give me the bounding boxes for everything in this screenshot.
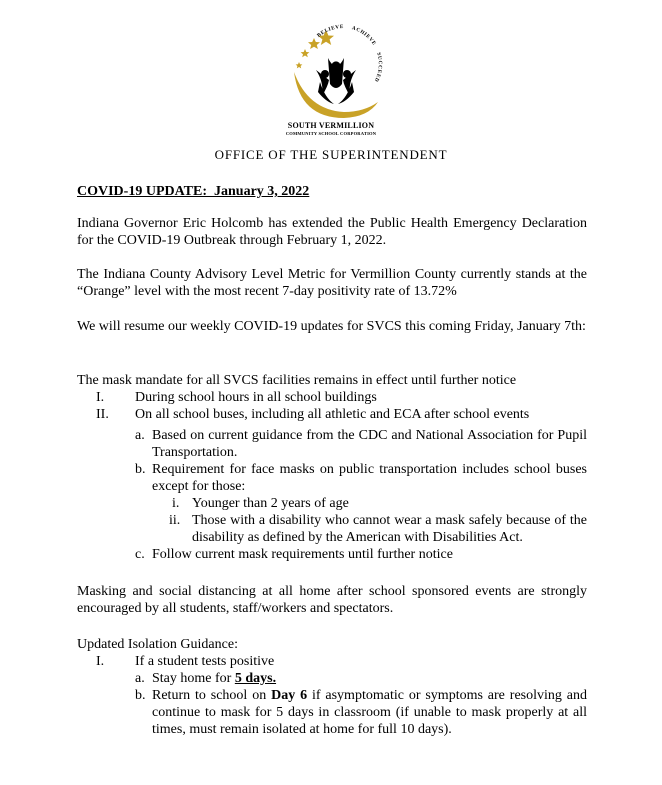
isolation-marker-a: a.	[135, 671, 145, 686]
paragraph-weekly-updates: We will resume our weekly COVID-19 updates for SVCS this coming Friday, January 7th:	[77, 319, 586, 334]
mask-marker-c: c.	[135, 547, 145, 562]
isolation-item-i: If a student tests positive	[135, 654, 275, 669]
motto-believe: BELIEVE	[316, 23, 345, 39]
motto-succeed: SUCCEED	[372, 51, 383, 84]
isolation-item-b	[152, 687, 591, 738]
district-logo	[286, 22, 386, 132]
mask-item-c: Follow current mask requirements until further notice	[152, 547, 453, 562]
isolation-marker-i: I.	[96, 654, 105, 669]
mask-marker-i: I.	[96, 390, 105, 405]
mask-marker-b-ii: ii.	[169, 513, 181, 528]
star-icon	[308, 38, 320, 49]
people-figures-icon	[316, 58, 356, 104]
paragraph-advisory-level: The Indiana County Advisory Level Metric for Vermillion County currently stands at the “Orange” level with the most recent 7-day positivity rate of 13.72%	[77, 267, 587, 299]
isolation-heading: Updated Isolation Guidance:	[77, 637, 238, 652]
star-icon	[296, 62, 303, 68]
mask-item-b-i: Younger than 2 years of age	[192, 496, 349, 511]
org-subtitle: COMMUNITY SCHOOL CORPORATION	[285, 131, 377, 136]
isolation-item-a-text: Stay home for	[152, 671, 235, 686]
mask-item-i: During school hours in all school buildings	[135, 390, 377, 405]
mask-item-a: Based on current guidance from the CDC and National Association for Pupil Transportation.	[152, 428, 587, 460]
mask-marker-a: a.	[135, 428, 145, 443]
mask-marker-b: b.	[135, 462, 146, 477]
motto-achieve: ACHIEVE	[350, 25, 378, 47]
mask-item-ii: On all school buses, including all athletic and ECA after school events	[135, 407, 530, 422]
mask-marker-ii: II.	[96, 407, 109, 422]
isolation-item-b-bold: Day 6	[271, 688, 308, 703]
isolation-item-b-suffix: if asymptomatic or symptoms are resolving and continue to mask for 5 days in classroom (if unable to mask properly at all times, must remain isolated at home for full 10 days).	[152, 688, 591, 737]
isolation-item-a	[152, 670, 587, 687]
isolation-item-b-prefix: Return to school on	[152, 688, 272, 703]
paragraph-masking-events: Masking and social distancing at all home after school sponsored events are strongly encouraged by all students, staff/workers and spectators.	[77, 584, 587, 616]
org-name: SOUTH VERMILLION	[287, 121, 375, 130]
isolation-marker-b: b.	[135, 688, 146, 703]
mask-marker-b-i: i.	[172, 496, 180, 511]
isolation-item-a-bold: 5 days.	[234, 671, 277, 686]
paragraph-declaration: Indiana Governor Eric Holcomb has extended the Public Health Emergency Declaration for the COVID-19 Outbreak through February 1, 2022.	[77, 216, 587, 248]
update-title: COVID-19 UPDATE: January 3, 2022	[77, 184, 310, 199]
mask-item-b: Requirement for face masks on public transportation includes school buses except for those:	[152, 462, 587, 494]
star-icon	[301, 49, 310, 57]
office-title: OFFICE OF THE SUPERINTENDENT	[214, 147, 448, 162]
mask-mandate-intro: The mask mandate for all SVCS facilities remains in effect until further notice	[77, 373, 517, 388]
mask-item-b-ii: Those with a disability who cannot wear a mask safely because of the disability as defined by the American with Disabilities Act.	[192, 513, 587, 545]
